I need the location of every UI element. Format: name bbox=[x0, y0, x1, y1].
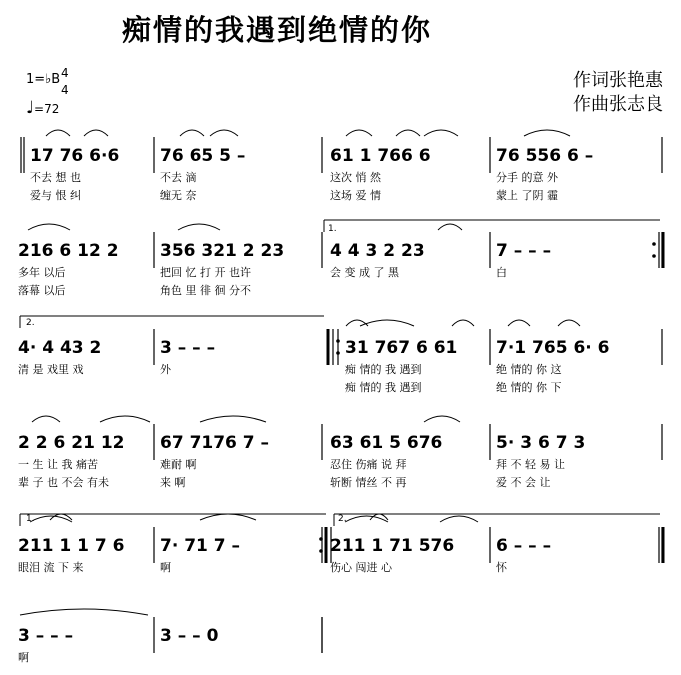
bar-notes: 4 4 3 2 23 bbox=[330, 241, 425, 261]
repeat-dot bbox=[336, 351, 340, 355]
slur bbox=[210, 130, 238, 136]
volta-second-label-row3: 2. bbox=[26, 318, 35, 328]
lyric-verse-1: 痴 情的 我 遇到 bbox=[345, 363, 422, 376]
slur bbox=[32, 416, 60, 422]
bar-notes: 356 321 2 23 bbox=[160, 241, 285, 261]
bar-notes: 17 76 6·6 bbox=[30, 146, 120, 166]
quarter-note-icon: ♩ bbox=[26, 98, 35, 118]
lyric-verse-2: 斩断 情丝 不 再 bbox=[330, 476, 407, 489]
slur bbox=[438, 224, 462, 230]
lyric-verse-1: 一 生 让 我 痛苦 bbox=[18, 458, 98, 471]
bar-notes: 2 2 6 21 12 bbox=[18, 433, 125, 453]
repeat-dot bbox=[336, 339, 340, 343]
lyric-verse-2: 辈 子 也 不会 有未 bbox=[18, 476, 109, 489]
lyric-verse-1: 把回 忆 打 开 也许 bbox=[160, 266, 251, 279]
bar-notes: 3 – – 0 bbox=[160, 626, 219, 646]
lyric-verse-1: 伤心 闯进 心 bbox=[330, 561, 392, 574]
slur bbox=[346, 320, 368, 326]
lyric-verse-2: 角色 里 徘 徊 分不 bbox=[160, 284, 251, 297]
bar-notes: 5· 3 6 7 3 bbox=[496, 433, 586, 453]
lyric-verse-2: 落幕 以后 bbox=[18, 284, 66, 297]
slur bbox=[20, 609, 148, 615]
slur bbox=[345, 516, 388, 522]
time-signature-top: 4 bbox=[61, 66, 69, 80]
slur bbox=[346, 130, 372, 136]
slur bbox=[28, 224, 70, 230]
lyric-verse-1: 外 bbox=[160, 363, 171, 376]
bar-notes: 7·1 765 6· 6 bbox=[496, 338, 610, 358]
bar-notes: 31 767 6 61 bbox=[345, 338, 458, 358]
lyric-verse-2: 痴 情的 我 遇到 bbox=[345, 381, 422, 394]
slur bbox=[200, 514, 256, 520]
slur bbox=[452, 320, 474, 326]
repeat-dot bbox=[652, 242, 656, 246]
lyric-verse-1: 难耐 啊 bbox=[160, 458, 197, 471]
bar-notes: 211 1 71 576 bbox=[330, 536, 455, 556]
lyric-verse-1: 清 是 戏里 戏 bbox=[18, 363, 84, 376]
lyric-verse-2: 爱 不 会 让 bbox=[496, 476, 551, 489]
slur bbox=[370, 514, 388, 520]
slur bbox=[524, 130, 570, 136]
volta-second-label-row5: 2. bbox=[338, 514, 347, 524]
repeat-dot bbox=[652, 254, 656, 258]
lyricist-credit: 作词张艳惠 bbox=[573, 70, 663, 91]
slur bbox=[558, 320, 580, 326]
slur bbox=[440, 516, 478, 522]
bar-notes: 7· 71 7 – bbox=[160, 536, 241, 556]
slur bbox=[424, 416, 460, 422]
bar-notes: 67 7176 7 – bbox=[160, 433, 270, 453]
composer-credit: 作曲张志良 bbox=[573, 94, 663, 115]
bar-notes: 216 6 12 2 bbox=[18, 241, 119, 261]
slur bbox=[46, 130, 70, 136]
lyric-verse-2: 绝 情的 你 下 bbox=[496, 381, 562, 394]
song-title: 痴情的我遇到绝情的你 bbox=[122, 13, 433, 47]
lyric-verse-1: 啊 bbox=[18, 651, 29, 664]
lyric-verse-1: 不去 想 也 bbox=[30, 171, 81, 184]
repeat-dot bbox=[319, 549, 323, 553]
time-signature-bottom: 4 bbox=[61, 83, 69, 97]
lyric-verse-1: 分手 的意 外 bbox=[496, 171, 558, 184]
lyric-verse-1: 拜 不 轻 易 让 bbox=[496, 458, 565, 471]
bar-notes: 4· 4 43 2 bbox=[18, 338, 102, 358]
slur bbox=[424, 130, 458, 136]
bar-notes: 3 – – – bbox=[160, 338, 216, 358]
slur bbox=[178, 224, 220, 230]
lyric-verse-1: 啊 bbox=[160, 561, 171, 574]
slur bbox=[84, 130, 108, 136]
lyric-verse-2: 来 啊 bbox=[160, 476, 186, 489]
repeat-dot bbox=[319, 537, 323, 541]
lyric-verse-1: 白 bbox=[496, 266, 507, 279]
lyric-verse-1: 不去 滴 bbox=[160, 171, 197, 184]
bar-notes: 76 65 5 – bbox=[160, 146, 246, 166]
bar-notes: 211 1 1 7 6 bbox=[18, 536, 125, 556]
lyric-verse-1: 怀 bbox=[496, 561, 507, 574]
lyric-verse-2: 缠无 奈 bbox=[160, 189, 197, 202]
lyric-verse-1: 会 变 成 了 黑 bbox=[330, 266, 399, 279]
lyric-verse-2: 蒙上 了阴 霾 bbox=[496, 189, 558, 202]
lyric-verse-1: 忍住 伤痛 说 拜 bbox=[330, 458, 407, 471]
slur bbox=[180, 130, 204, 136]
volta-first-label-row5: 1. bbox=[26, 514, 35, 524]
slur bbox=[360, 320, 414, 326]
bar-notes: 63 61 5 676 bbox=[330, 433, 443, 453]
bar-notes: 61 1 766 6 bbox=[330, 146, 431, 166]
slur bbox=[396, 130, 420, 136]
lyric-verse-2: 这场 爱 情 bbox=[330, 189, 381, 202]
bar-notes: 3 – – – bbox=[18, 626, 74, 646]
bar-notes: 6 – – – bbox=[496, 536, 552, 556]
lyric-verse-1: 这次 悄 然 bbox=[330, 171, 381, 184]
slur bbox=[100, 416, 150, 422]
slur bbox=[508, 320, 530, 326]
bar-notes: 7 – – – bbox=[496, 241, 552, 261]
volta-first-label: 1. bbox=[328, 224, 337, 234]
tempo-value: =72 bbox=[34, 102, 60, 116]
key-signature: 1=♭B bbox=[26, 72, 61, 87]
slur bbox=[200, 416, 266, 422]
lyric-verse-1: 眼泪 流 下 来 bbox=[18, 561, 84, 574]
bar-notes: 76 556 6 – bbox=[496, 146, 594, 166]
lyric-verse-2: 爱与 恨 纠 bbox=[30, 189, 81, 202]
lyric-verse-1: 绝 情的 你 这 bbox=[496, 363, 562, 376]
lyric-verse-1: 多年 以后 bbox=[18, 266, 66, 279]
